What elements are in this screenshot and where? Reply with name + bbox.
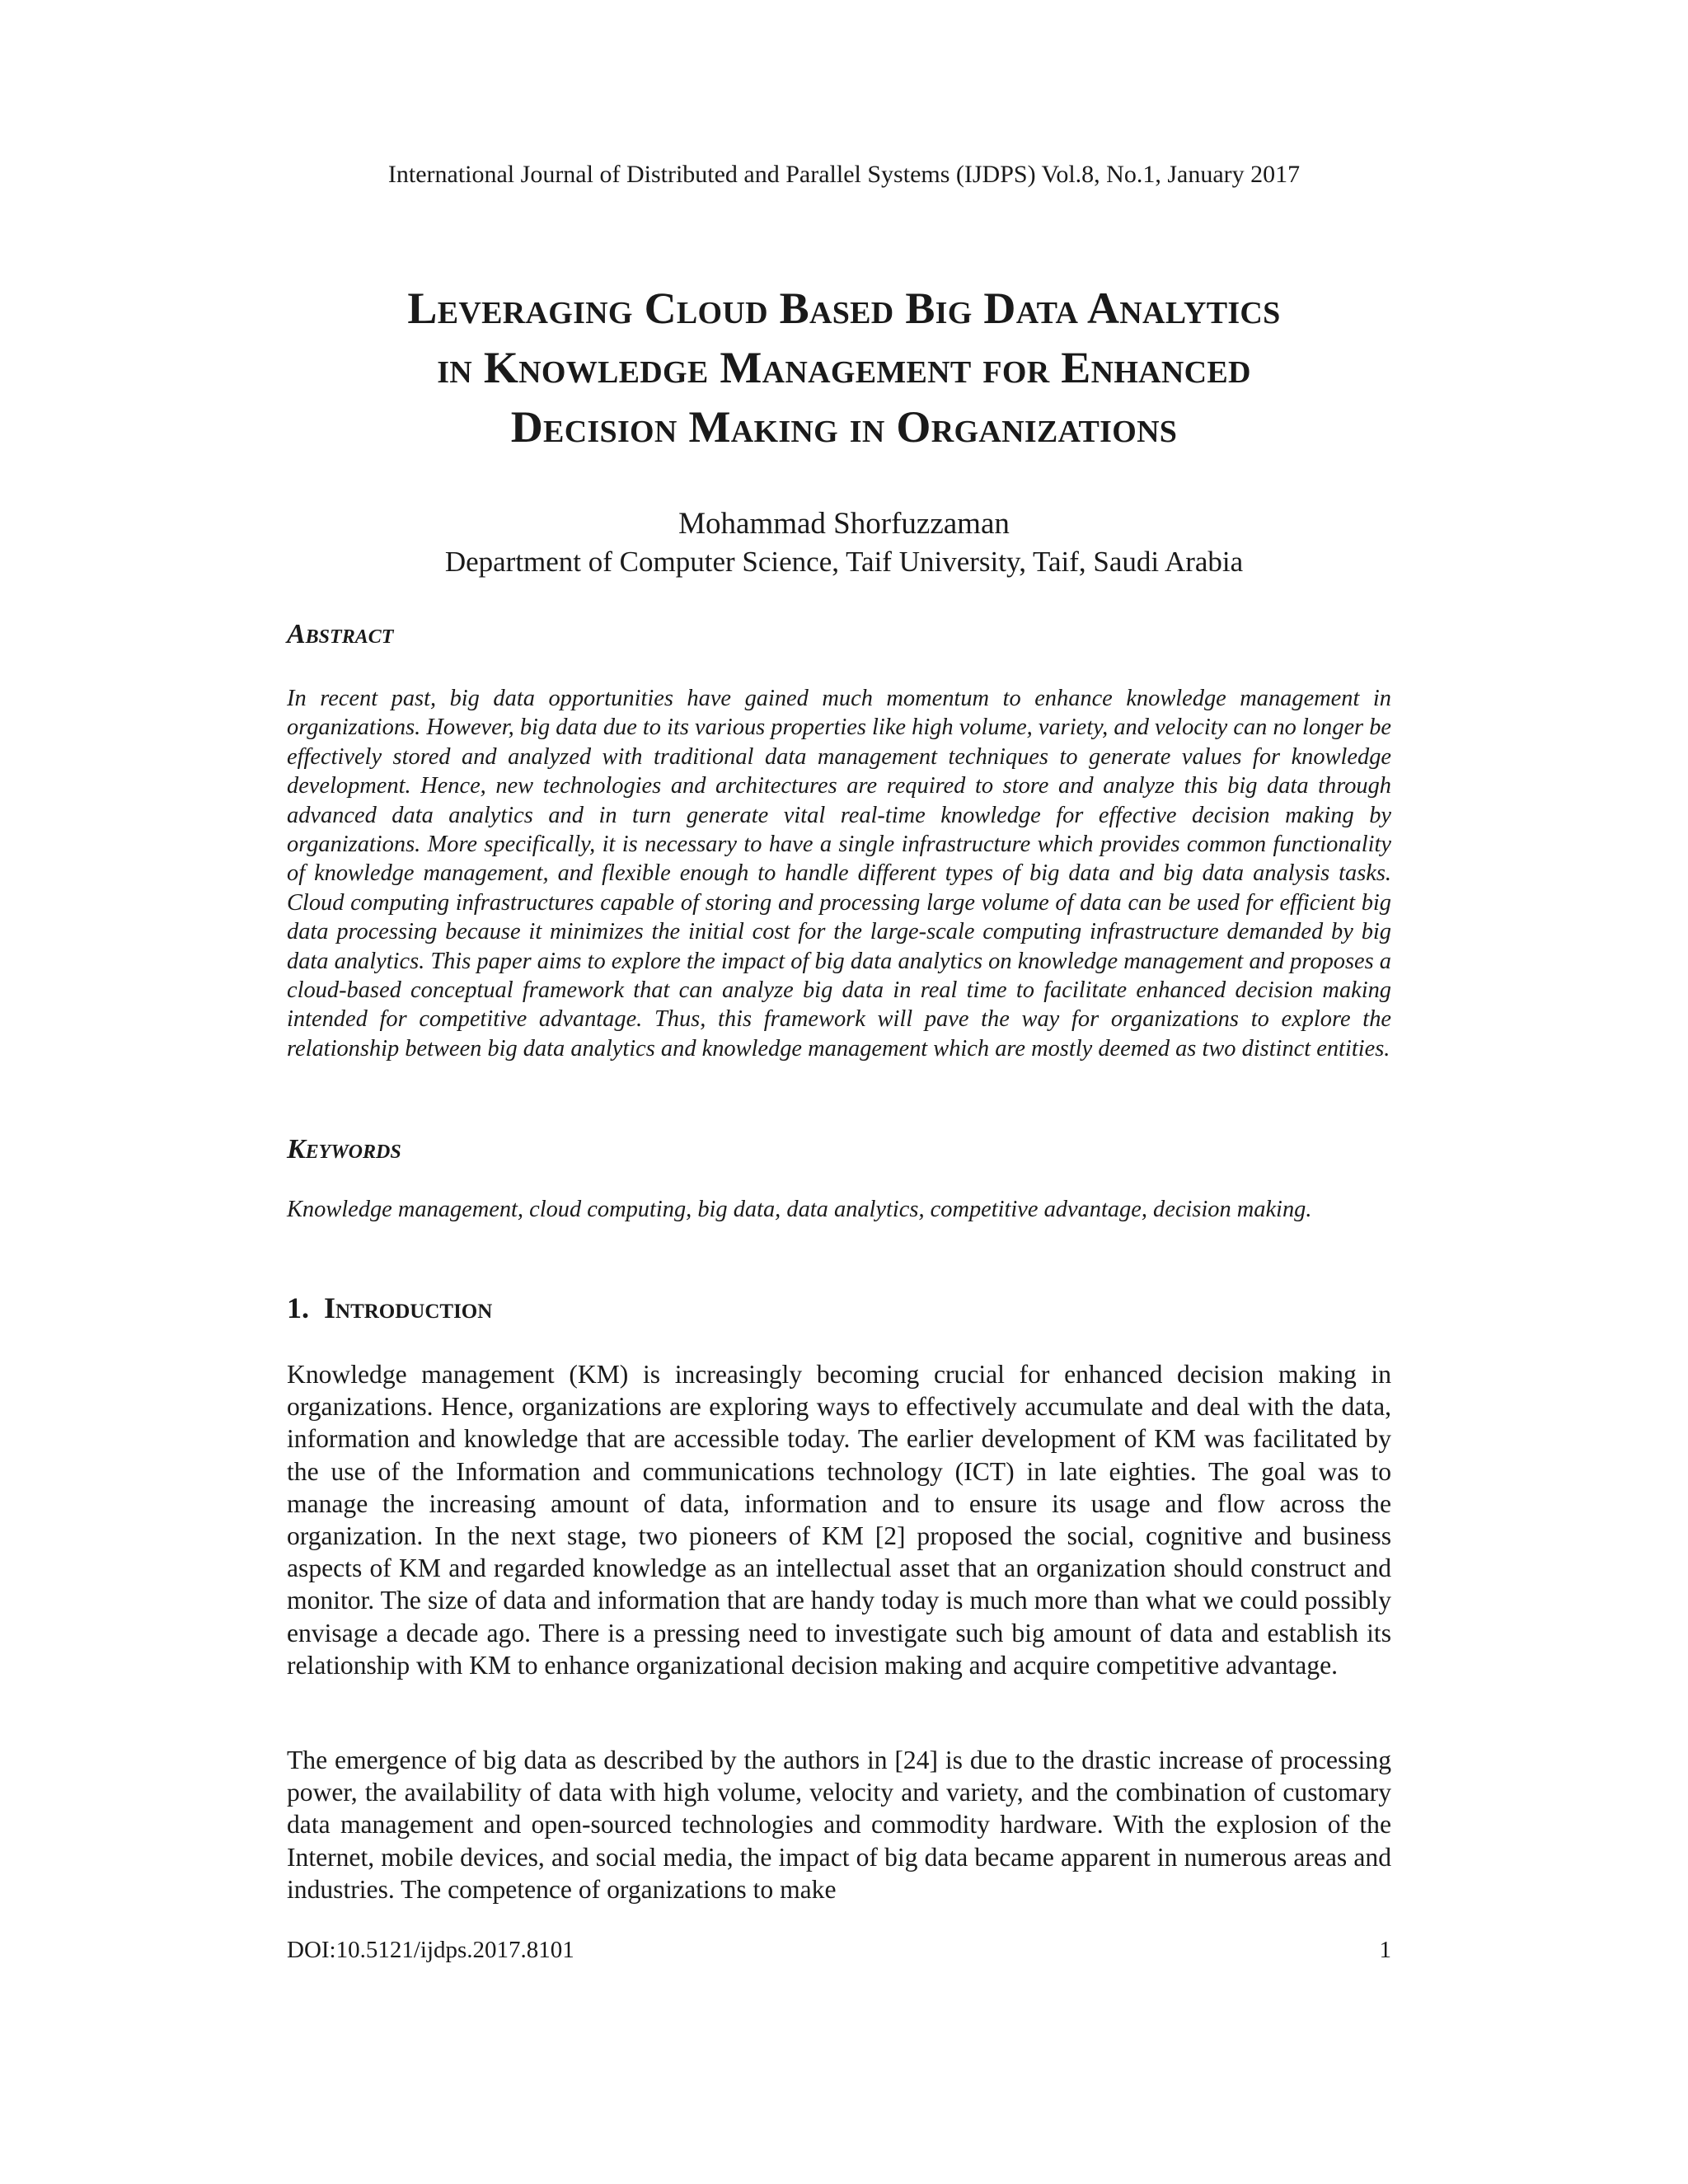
introduction-heading (287, 1290, 492, 1326)
paper-title (247, 279, 1441, 457)
section-title: Introduction (324, 1291, 493, 1324)
body-paragraph: Knowledge management (KM) is increasingly becoming crucial for enhanced decision making in organizations. Hence, organizations are exploring ways to effectively accumulate and deal with the data, information and knowledge that are accessible today. The earlier development of KM was facilitated by the use of the Information and communications technology (ICT) in late eighties. The goal was to manage the increasing amount of data, information and to ensure its usage and flow across the organization. In the next stage, two pioneers of KM [2] proposed the social, cognitive and business aspects of KM and regarded knowledge as an intellectual asset that an organization should construct and monitor. The size of data and information that are handy today is much more than what we could possibly envisage a decade ago. There is a pressing need to investigate such big amount of data and establish its relationship with KM to enhance organizational decision making and acquire competitive advantage. (287, 1360, 1391, 1680)
footer-doi: DOI:10.5121/ijdps.2017.8101 (287, 1937, 574, 1963)
body-paragraph: The emergence of big data as described by the authors in [24] is due to the drastic increase of processing power, the availability of data with high volume, velocity and variety, and the combination of customary data management and open-sourced technologies and commodity hardware. With the explosion of the Internet, mobile devices, and social media, the impact of big data became apparent in numerous areas and industries. The competence of organizations to make (287, 1746, 1391, 1904)
title-line-3: Decision Making in Organizations (510, 402, 1178, 452)
section-number: 1. (287, 1291, 309, 1324)
author-name: Mohammad Shorfuzzaman (678, 507, 1010, 541)
author-affiliation: Department of Computer Science, Taif University, Taif, Saudi Arabia (444, 546, 1244, 578)
running-head: International Journal of Distributed and Parallel Systems (IJDPS) Vol.8, No.1, January 2017 (387, 161, 1301, 188)
page-number: 1 (1379, 1937, 1391, 1963)
keywords-heading: Keywords (287, 1134, 401, 1165)
title-line-2: in Knowledge Management for Enhanced (437, 343, 1251, 392)
abstract-text: In recent past, big data opportunities have gained much momentum to enhance knowledge management in organizations. However, big data due to its various properties like high volume, variety, and velocity can no longer be effectively stored and analyzed with traditional data management techniques to generate values for knowledge development. Hence, new technologies and architectures are required to store and analyze this big data through advanced data analytics and in turn generate vital real-time knowledge for effective decision making by organizations. More specifically, it is necessary to have a single infrastructure which provides common functionality of knowledge management, and flexible enough to handle different types of big data and big data analysis tasks. Cloud computing infrastructures capable of storing and processing large volume of data can be used for efficient big data processing because it minimizes the initial cost for the large-scale computing infrastructure demanded by big data analytics. This paper aims to explore the impact of big data analytics on knowledge management and proposes a cloud-based conceptual framework that can analyze big data in real time to facilitate enhanced decision making intended for competitive advantage. Thus, this framework will pave the way for organizations to explore the relationship between big data analytics and knowledge management which are mostly deemed as two distinct entities. (287, 686, 1391, 1062)
abstract-heading: Abstract (287, 619, 394, 649)
keywords-text: Knowledge management, cloud computing, big data, data analytics, competitive advantage, decision making. (287, 1197, 1312, 1222)
title-line-1: Leveraging Cloud Based Big Data Analytics (407, 284, 1281, 333)
